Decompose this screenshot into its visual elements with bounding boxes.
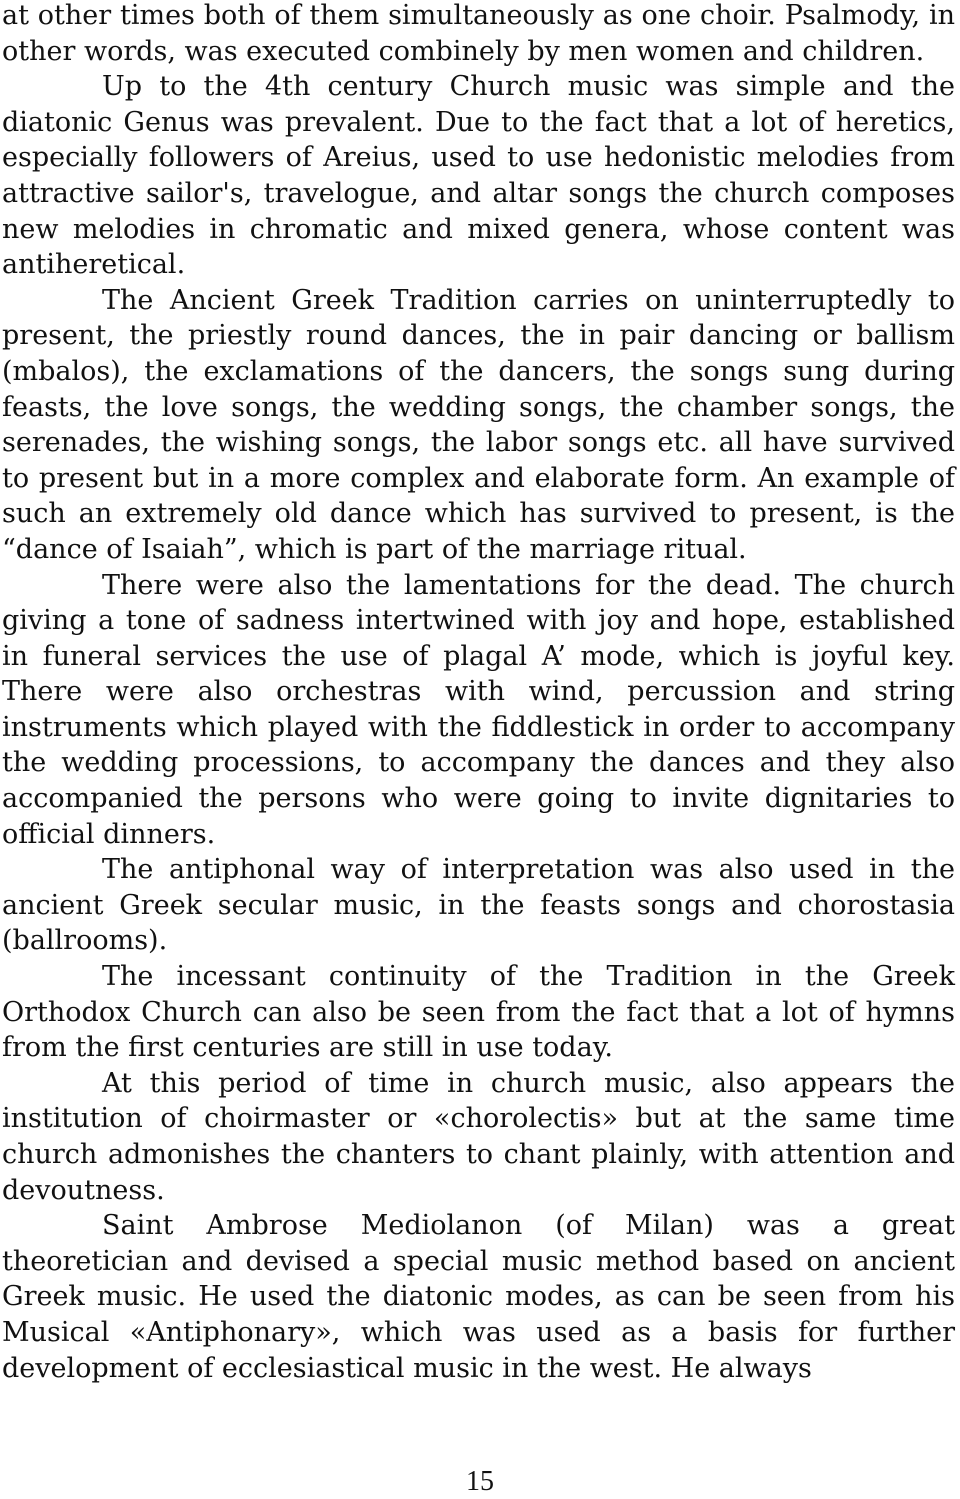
paragraph: The Ancient Greek Tradition carries on uninterruptedly to present, the priestly round dances, the in pair dancing or ballism (mbalos), the exclamations of the dancers, the songs sung during feasts, the love songs, the wedding songs, the chamber songs, the serenades, the wishing songs, the labor songs etc. all have survived to present but in a more complex and elaborate form. An example of such an extremely old dance which has survived to present, is the “dance of Isaiah”, which is part of the marriage ritual. xyxy=(2,284,955,565)
paragraph: Saint Ambrose Mediolanon (of Milan) was a great theoretician and devised a special music method based on ancient Greek music. He used the diatonic modes, as can be seen from his Musical «Antiphonary», which was used as a basis for further development of ecclesiastical music in the west. He always xyxy=(2,1210,955,1384)
paragraph: At this period of time in church music, also appears the institution of choirmaster or «chorolectis» but at the same time church admonishes the chanters to chant plainly, with attention and devoutness. xyxy=(2,1067,955,1206)
body-text xyxy=(2,0,955,1386)
page-number: 15 xyxy=(466,1466,494,1497)
paragraph: at other times both of them simultaneously as one choir. Psalmody, in other words, was executed combinely by men women and children. xyxy=(2,0,955,67)
paragraph: The antiphonal way of interpretation was also used in the ancient Greek secular music, in the feasts songs and chorostasia (ballrooms). xyxy=(2,854,955,957)
paragraph: The incessant continuity of the Tradition in the Greek Orthodox Church can also be seen from the fact that a lot of hymns from the first centuries are still in use today. xyxy=(2,961,955,1064)
paragraph: There were also the lamentations for the dead. The church giving a tone of sadness intertwined with joy and hope, established in funeral services the use of plagal A’ mode, which is joyful key. There were also orchestras with wind, percussion and string instruments which played with the fiddlestick in order to accompany the wedding processions, to accompany the dances and they also accompanied the persons who were going to invite dignitaries to official dinners. xyxy=(2,569,955,850)
paragraph: Up to the 4th century Church music was simple and the diatonic Genus was prevalent. Due to the fact that a lot of heretics, especially followers of Areius, used to use hedonistic melodies from attractive sailor's, travelogue, and altar songs the church composes new melodies in chromatic and mixed genera, whose content was antiheretical. xyxy=(2,71,955,281)
